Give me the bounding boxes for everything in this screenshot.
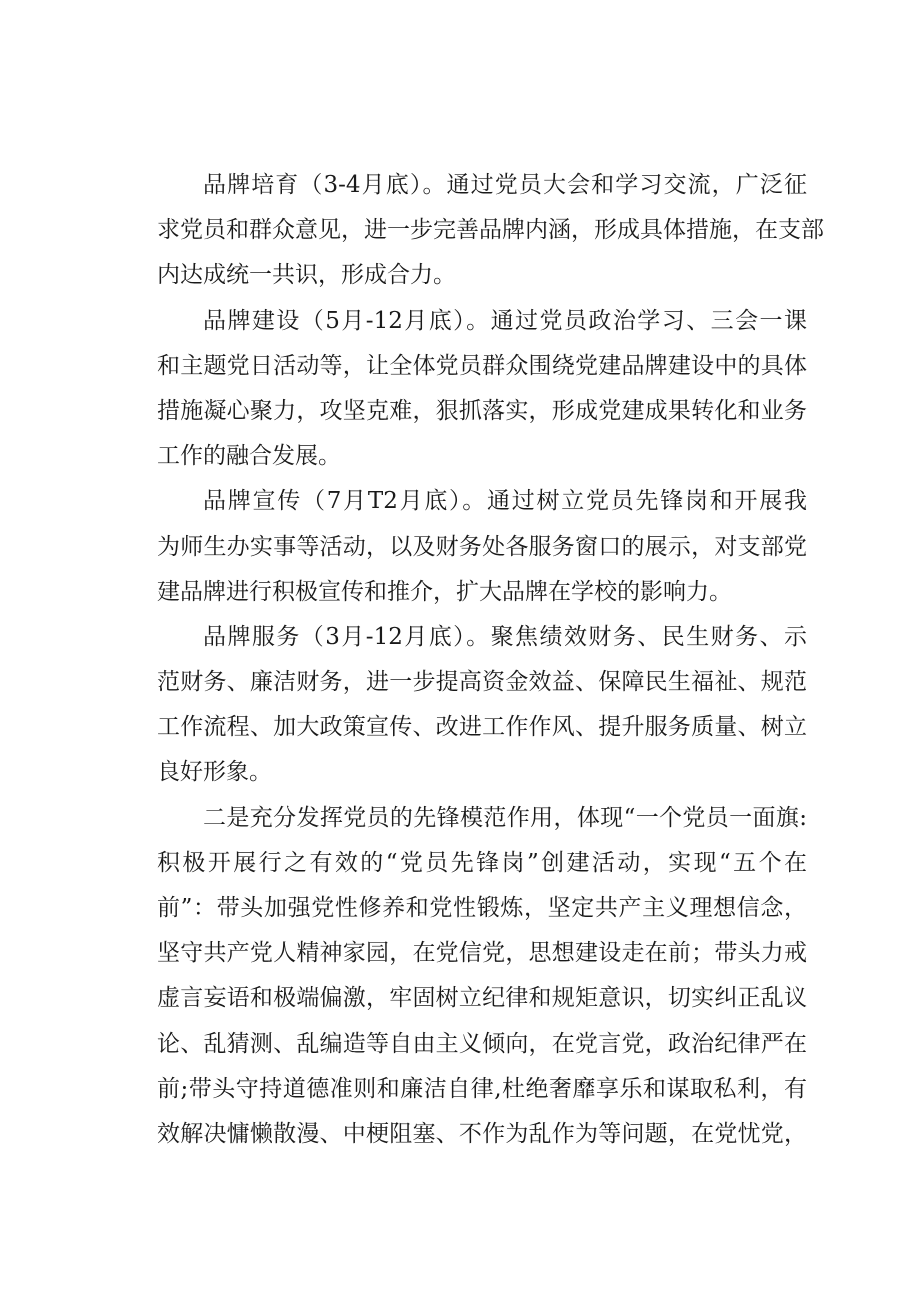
text-line: 内达成统一共识，形成合力。 <box>157 262 456 289</box>
text-line: 和主题党日活动等，让全体党员群众围绕党建品牌建设中的具体 <box>157 352 807 379</box>
text-line: 二是充分发挥党员的先锋模范作用，体现“一个党员一面旗: <box>203 804 807 831</box>
text-line: 工作流程、加大政策宣传、改进工作作风、提升服务质量、树立 <box>157 714 807 741</box>
text-line: 论、乱猜测、乱编造等自由主义倾向，在党言党，政治纪律严在 <box>157 1030 807 1057</box>
text-line: 良好形象。 <box>157 759 272 786</box>
paragraph-brand-cultivation <box>157 163 824 299</box>
paragraph-brand-construction <box>157 299 807 480</box>
text-line: 前;带头守持道德准则和廉洁自律,杜绝奢靡享乐和谋取私利，有 <box>157 1075 807 1102</box>
text-line: 品牌服务（3月-12月底）。聚焦绩效财务、民生财务、示 <box>203 623 807 650</box>
paragraph-brand-service <box>157 615 807 796</box>
text-line: 工作的融合发展。 <box>157 443 341 470</box>
text-line: 建品牌进行积极宣传和推介，扩大品牌在学校的影响力。 <box>157 578 732 605</box>
text-line: 措施凝心聚力，攻坚克难，狠抓落实，形成党建成果转化和业务 <box>157 397 807 424</box>
text-line: 前”：带头加强党性修养和党性锻炼，坚定共产主义理想信念， <box>157 895 807 921</box>
text-line: 积极开展行之有效的“党员先锋岗”创建活动，实现“五个在 <box>157 849 807 876</box>
text-line: 效解决慵懒散漫、中梗阻塞、不作为乱作为等问题，在党忧党， <box>157 1120 807 1147</box>
text-line: 求党员和群众意见，进一步完善品牌内涵，形成具体措施，在支部 <box>157 217 824 244</box>
text-line: 虚言妄语和极端偏激，牢固树立纪律和规矩意识，切实纠正乱议 <box>157 985 807 1012</box>
text-line: 品牌宣传（7月T2月底）。通过树立党员先锋岗和开展我 <box>203 488 807 515</box>
text-line: 坚守共产党人精神家园，在党信党，思想建设走在前；带头力戒 <box>157 940 807 967</box>
text-line: 品牌建设（5月-12月底）。通过党员政治学习、三会一课 <box>203 307 807 334</box>
text-line: 范财务、廉洁财务，进一步提高资金效益、保障民生福祉、规范 <box>157 669 807 696</box>
text-line: 品牌培育（3-4月底）。通过党员大会和学习交流，广泛征 <box>203 172 807 198</box>
text-line: 为师生办实事等活动，以及财务处各服务窗口的展示，对支部党 <box>157 533 807 560</box>
document-body <box>157 163 824 1157</box>
paragraph-brand-promotion <box>157 479 807 615</box>
paragraph-pioneer-role <box>157 796 807 1158</box>
